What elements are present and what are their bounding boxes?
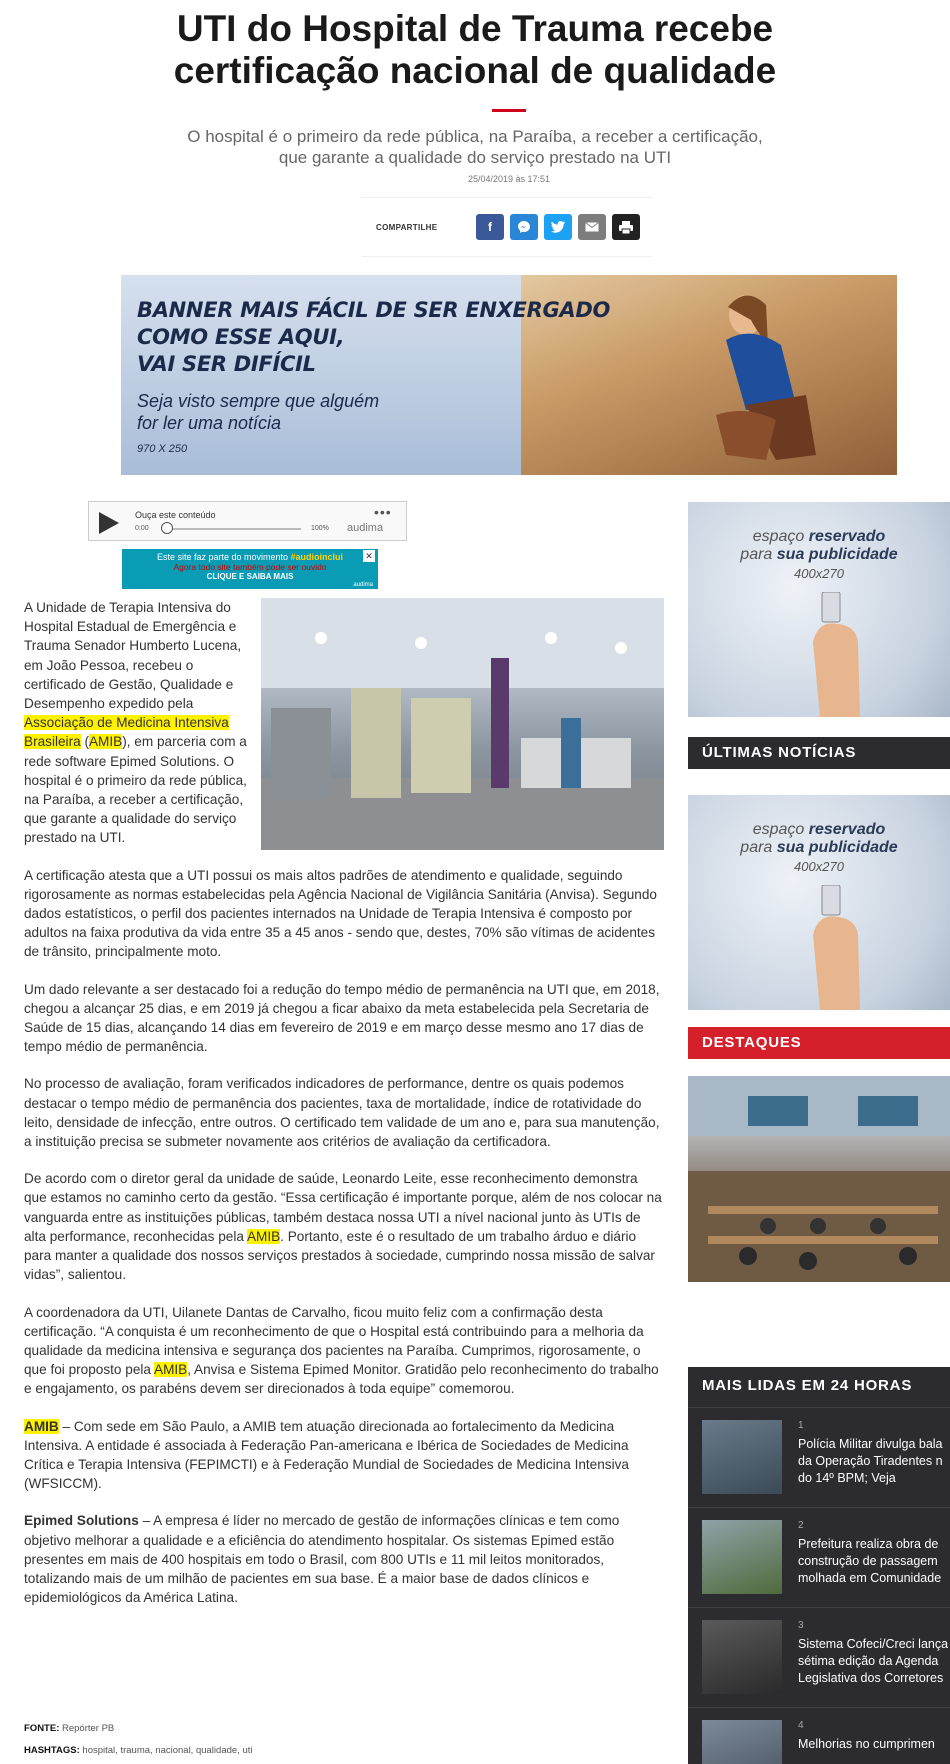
article-hashtags: HASHTAGS: hospital, trauma, nacional, qualidade, uti [24, 1745, 253, 1756]
close-icon[interactable]: ✕ [363, 550, 375, 562]
hashtag-links[interactable]: hospital, trauma, nacional, qualidade, uti [82, 1745, 253, 1756]
news-thumbnail [702, 1420, 782, 1494]
destaques-header: DESTAQUES [688, 1027, 950, 1059]
article-body [24, 598, 664, 1625]
banner-subtext: Seja visto sempre que alguém for ler uma notícia [137, 391, 380, 433]
title-divider [492, 109, 526, 112]
ad-text-2: para sua publicidade [740, 546, 898, 563]
rank-number: 4 [798, 1720, 804, 1731]
promo-line-2: Agora todo site também pode ser ouvido [173, 562, 327, 572]
rank-number: 2 [798, 1520, 804, 1531]
hand-lighter-icon [808, 885, 868, 1010]
paragraph-7: AMIB – Com sede em São Paulo, a AMIB tem atuação direcionada ao fortalecimento da Medicina Intensiva. A entidade é associada à Federação Pan-americana e Ibérica de Sociedades de Medicina Crítica e Terapia Intensiva (FEPIMCTI) e à Federação Mundial de Sociedades de Medicina Intensiva (WFSICCM). [24, 1418, 629, 1492]
list-item[interactable] [688, 1607, 950, 1707]
sidebar-ad-1[interactable] [688, 502, 950, 717]
ad-text-2: para sua publicidade [740, 839, 898, 856]
facebook-icon: f [488, 220, 492, 234]
messenger-icon [517, 220, 531, 234]
email-icon [585, 222, 599, 232]
ad-text-1: espaço reservado [752, 821, 886, 838]
destaque-photo[interactable] [688, 1076, 950, 1282]
paragraph-6: A coordenadora da UTI, Uilanete Dantas de Carvalho, ficou muito feliz com a confirmação desta certificação. “A conquista é um reconhecimento de que o Hospital está contribuindo para a melhoria da qualidade da medicina intensiva e segurança dos pacientes na Paraíba. Cumprimos, rigorosamente, o que foi proposto pela AMIB, Anvisa e Sistema Epimed Monitor. Gratidão pelo reconhecimento do trabalho e engajamento, os parabéns devem ser direcionados à toda equipe” comemorou. [24, 1304, 659, 1397]
article-source: FONTE: Repórter PB [24, 1723, 115, 1734]
hand-lighter-icon [808, 592, 868, 717]
article-title: UTI do Hospital de Trauma recebe certificação nacional de qualidade [173, 8, 777, 91]
promo-line-1: Este site faz parte do movimento #audioinclui [156, 552, 344, 562]
highlight-link[interactable]: AMIB [246, 1228, 281, 1244]
banner-headline: BANNER MAIS FÁCIL DE SER ENXERGADO COMO ESSE AQUI, VAI SER DIFÍCIL [137, 298, 611, 376]
paragraph-4: No processo de avaliação, foram verificados indicadores de performance, dentre os quais podemos destacar o tempo médio de permanência dos pacientes, taxa de mortalidade, índice de rotatividade do leito, densidade de infecção, entre outros. O certificado tem validade de um ano e, para sua manutenção, a instituição precisa se submeter novamente aos critérios de avaliação da certificadora. [24, 1076, 660, 1150]
audima-logo[interactable]: audima [347, 522, 384, 534]
mais-lidas-header: MAIS LIDAS EM 24 HORAS [688, 1367, 950, 1407]
ad-text-1: espaço reservado [752, 528, 886, 545]
news-thumbnail [702, 1620, 782, 1694]
highlight-link[interactable]: Associação de Medicina Intensiva Brasileira [24, 715, 229, 750]
paragraph-8: Epimed Solutions – A empresa é líder no mercado de gestão de informações clínicas e tem como objetivo melhorar a qualidade e a eficiência do atendimento hospitalar. Os sistemas Epimed estão presentes em mais de 400 hospitais em todo o Brasil, com 800 UTIs e 11 mil leitos monitorados, totalizando mais de um milhão de pacientes em sua base. É a maior base de dados clínicos e epidemiológicos da América Latina. [24, 1513, 620, 1606]
banner-size-label: 970 X 250 [137, 443, 188, 455]
paragraph-2: A certificação atesta que a UTI possui os mais altos padrões de atendimento e qualidade, seguindo rigorosamente as normas estabelecidas pela Agência Nacional de Vigilância Sanitária (Anvisa). Segundo dados estatísticos, o perfil dos pacientes internados na Unidade de Terapia Intensiva é composto por adultos na faixa produtiva da vida entre 35 a 45 anos - sendo que, destes, 70% são vítimas de acidentes de trânsito, principalmente moto. [24, 867, 657, 960]
promo-brand: audima [353, 582, 373, 588]
news-title: Polícia Militar divulga bala da Operação Tiradentes n do 14º BPM; Veja [798, 1437, 943, 1485]
rank-number: 3 [798, 1620, 804, 1631]
audio-time-end: 100% [311, 525, 329, 532]
facebook-share-button[interactable] [476, 214, 504, 240]
twitter-icon [551, 221, 565, 233]
highlight-link[interactable]: AMIB [154, 1362, 188, 1378]
audio-progress-knob[interactable] [161, 522, 173, 534]
paragraph-3: Um dado relevante a ser destacado foi a redução do tempo médio de permanência na UTI que, em 2018, chegou a alcançar 25 dias, e em 2019 já chegou a ficar abaixo da meta estabelecida pela Secretaria de Saúde de 15 dias, alcançando 14 dias em fevereiro de 2019 e em março desse mesmo ano 17 dias de tempo médio de permanência. [24, 981, 660, 1055]
ad-size: 400x270 [794, 566, 844, 581]
article-date: 25/04/2019 às 17:51 [467, 174, 551, 184]
audio-title: Ouça este conteúdo [135, 510, 216, 520]
news-thumbnail [702, 1720, 782, 1764]
list-item[interactable] [688, 1707, 950, 1764]
list-item[interactable] [688, 1407, 950, 1507]
audio-player [88, 501, 407, 541]
paragraph-1: A Unidade de Terapia Intensiva do Hospital Estadual de Emergência e Trauma Senador Humberto Lucena, em João Pessoa, recebeu o certificado de Gestão, Qualidade e Desempenho expedido pela Associação de Medicina Intensiva Brasileira (AMIB), em parceria com a rede software Epimed Solutions. O hospital é o primeiro da rede pública, na Paraíba, a receber a certificação, que garante a qualidade do serviço prestado na UTI. [24, 600, 247, 846]
banner-woman-image [706, 285, 826, 465]
ad-size: 400x270 [794, 859, 844, 874]
news-title: Prefeitura realiza obra de construção de passagem molhada em Comunidade [798, 1537, 942, 1585]
ad-banner[interactable] [121, 275, 897, 475]
article-subtitle: O hospital é o primeiro da rede pública, na Paraíba, a receber a certificação, que garante a qualidade do serviço prestado na UTI [187, 127, 763, 167]
more-options-icon[interactable]: ••• [374, 504, 392, 520]
audio-promo-banner[interactable] [122, 549, 378, 589]
assembly-illustration [688, 1076, 950, 1282]
twitter-share-button[interactable] [544, 214, 572, 240]
print-button[interactable] [612, 214, 640, 240]
promo-cta[interactable]: CLIQUE E SAIBA MAIS [206, 572, 294, 581]
email-share-button[interactable] [578, 214, 606, 240]
audio-progress-track[interactable] [161, 528, 301, 530]
play-icon[interactable] [99, 512, 119, 534]
uti-photo-illustration [261, 598, 664, 850]
news-title: Melhorias no cumprimen [798, 1737, 935, 1751]
audio-time-start: 0:00 [135, 525, 149, 532]
highlight-link[interactable]: AMIB [24, 1418, 59, 1434]
ultimas-noticias-header: ÚLTIMAS NOTÍCIAS [688, 737, 950, 769]
sidebar-ad-2[interactable] [688, 795, 950, 1010]
share-bar [362, 197, 652, 257]
list-item[interactable] [688, 1507, 950, 1607]
news-thumbnail [702, 1520, 782, 1594]
print-icon [619, 221, 633, 234]
highlight-link[interactable]: AMIB [88, 734, 123, 750]
messenger-share-button[interactable] [510, 214, 538, 240]
mais-lidas-list [688, 1407, 950, 1764]
rank-number: 1 [798, 1420, 804, 1431]
share-label: COMPARTILHE [376, 222, 438, 232]
news-title: Sistema Cofeci/Creci lança sétima edição da Agenda Legislativa dos Corretores [798, 1637, 948, 1685]
uti-photo [261, 598, 664, 850]
paragraph-5: De acordo com o diretor geral da unidade de saúde, Leonardo Leite, esse reconhecimento demonstra que estamos no caminho certo da gestão. “Essa certificação é importante porque, além de nos colocar na vanguarda entre as instituições públicas, também destaca nossa UTI a nível nacional junto às UTIs de alta performance, reconhecidas pela AMIB. Portanto, este é o resultado de um trabalho árduo e diário para manter a qualidade dos nossos serviços prestados à sociedade, cumprindo nossa missão de salvar vidas”, salientou. [24, 1171, 662, 1283]
